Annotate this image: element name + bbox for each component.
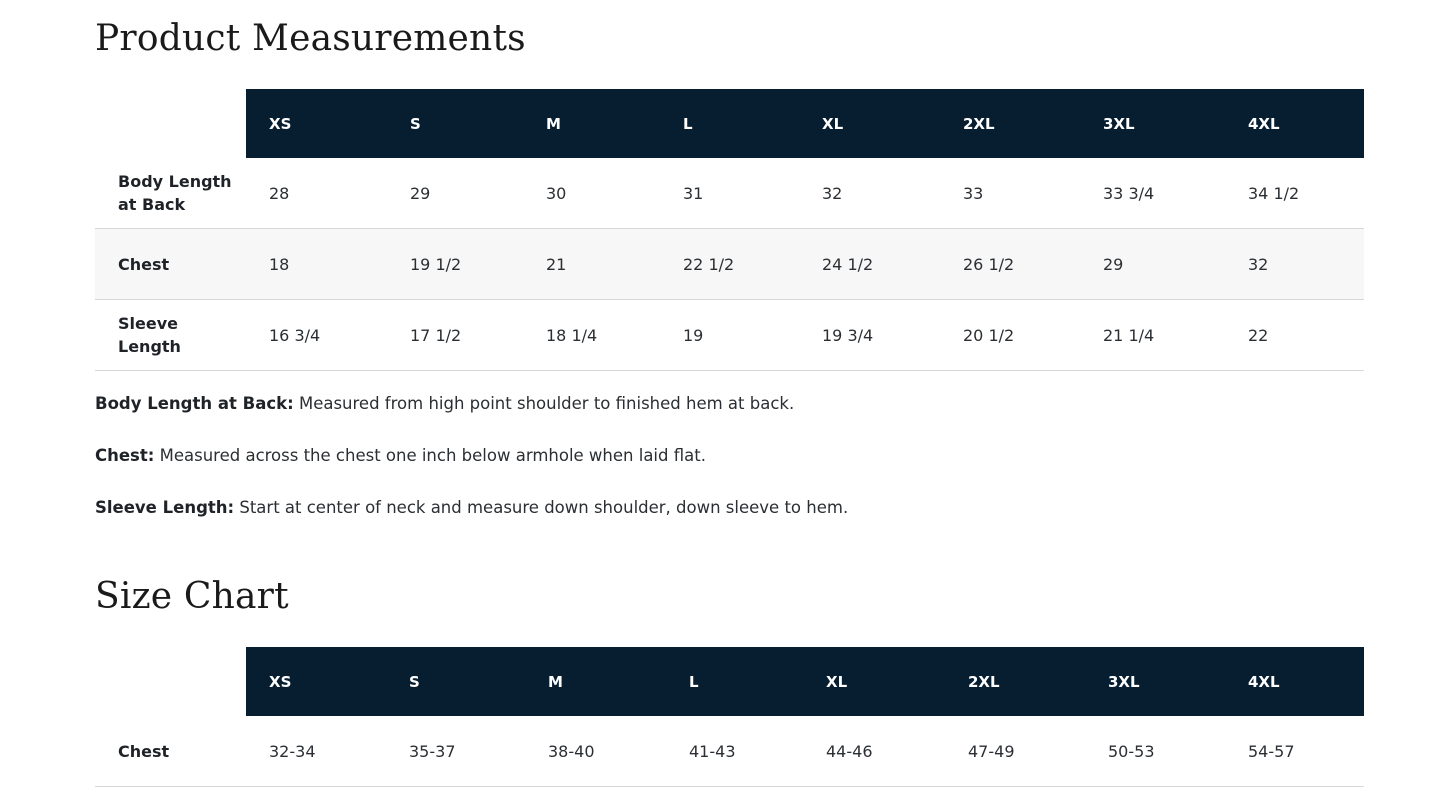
row-label-body-length: Body Length at Back	[95, 158, 246, 229]
table-row	[95, 158, 1364, 229]
table-cell: 29	[1080, 229, 1225, 300]
table-cell: 21 1/4	[1080, 300, 1225, 371]
size-header-4xl: 4XL	[1225, 647, 1364, 716]
size-header-l: L	[666, 647, 803, 716]
measurements-table-wrap	[95, 89, 1364, 371]
size-header-s: S	[387, 89, 523, 158]
size-header-m: M	[525, 647, 666, 716]
size-header-3xl: 3XL	[1080, 89, 1225, 158]
table-cell: 16 3/4	[246, 300, 387, 371]
measurements-header-row	[95, 89, 1364, 158]
size-chart-table	[95, 647, 1364, 787]
note-text: Start at center of neck and measure down shoulder, down sleeve to hem.	[239, 498, 849, 517]
size-header-3xl: 3XL	[1085, 647, 1225, 716]
table-cell: 26 1/2	[940, 229, 1080, 300]
table-cell: 22	[1225, 300, 1364, 371]
table-cell: 18	[246, 229, 387, 300]
table-cell: 44-46	[803, 716, 945, 787]
header-blank-cell	[95, 647, 246, 716]
size-header-2xl: 2XL	[945, 647, 1085, 716]
table-cell: 24 1/2	[799, 229, 940, 300]
note-sleeve-length	[95, 498, 848, 517]
size-header-l: L	[660, 89, 799, 158]
table-cell: 41-43	[666, 716, 803, 787]
row-label-chest: Chest	[95, 229, 246, 300]
table-cell: 50-53	[1085, 716, 1225, 787]
product-measurements-title: Product Measurements	[95, 18, 526, 59]
row-label-chest: Chest	[95, 716, 246, 787]
table-row	[95, 229, 1364, 300]
measurements-table	[95, 89, 1364, 371]
size-header-xs: XS	[246, 89, 387, 158]
row-label-sleeve-length: Sleeve Length	[95, 300, 246, 371]
table-cell: 20 1/2	[940, 300, 1080, 371]
table-cell: 47-49	[945, 716, 1085, 787]
size-header-s: S	[386, 647, 525, 716]
note-body-length	[95, 394, 794, 413]
table-cell: 32-34	[246, 716, 386, 787]
table-cell: 19 3/4	[799, 300, 940, 371]
table-cell: 54-57	[1225, 716, 1364, 787]
note-text: Measured from high point shoulder to finished hem at back.	[298, 394, 795, 413]
note-chest	[95, 446, 706, 465]
table-cell: 33	[940, 158, 1080, 229]
size-header-2xl: 2XL	[940, 89, 1080, 158]
size-header-xl: XL	[799, 89, 940, 158]
size-chart-table-wrap	[95, 647, 1364, 787]
table-row	[95, 300, 1364, 371]
size-chart-header-row	[95, 647, 1364, 716]
size-header-4xl: 4XL	[1225, 89, 1364, 158]
table-row	[95, 716, 1364, 787]
size-header-xs: XS	[246, 647, 386, 716]
table-cell: 21	[523, 229, 660, 300]
table-cell: 38-40	[525, 716, 666, 787]
table-cell: 32	[799, 158, 940, 229]
note-term: Sleeve Length:	[95, 498, 235, 517]
table-cell: 29	[387, 158, 523, 229]
table-cell: 19	[660, 300, 799, 371]
size-header-m: M	[523, 89, 660, 158]
table-cell: 32	[1225, 229, 1364, 300]
table-cell: 35-37	[386, 716, 525, 787]
table-cell: 18 1/4	[523, 300, 660, 371]
table-cell: 28	[246, 158, 387, 229]
table-cell: 31	[660, 158, 799, 229]
size-chart-title: Size Chart	[95, 576, 289, 617]
table-cell: 17 1/2	[387, 300, 523, 371]
table-cell: 34 1/2	[1225, 158, 1364, 229]
table-cell: 30	[523, 158, 660, 229]
table-cell: 19 1/2	[387, 229, 523, 300]
size-header-xl: XL	[803, 647, 945, 716]
header-blank-cell	[95, 89, 246, 158]
table-cell: 22 1/2	[660, 229, 799, 300]
table-cell: 33 3/4	[1080, 158, 1225, 229]
note-term: Body Length at Back:	[95, 394, 294, 413]
note-term: Chest:	[95, 446, 155, 465]
note-text: Measured across the chest one inch below armhole when laid flat.	[159, 446, 706, 465]
